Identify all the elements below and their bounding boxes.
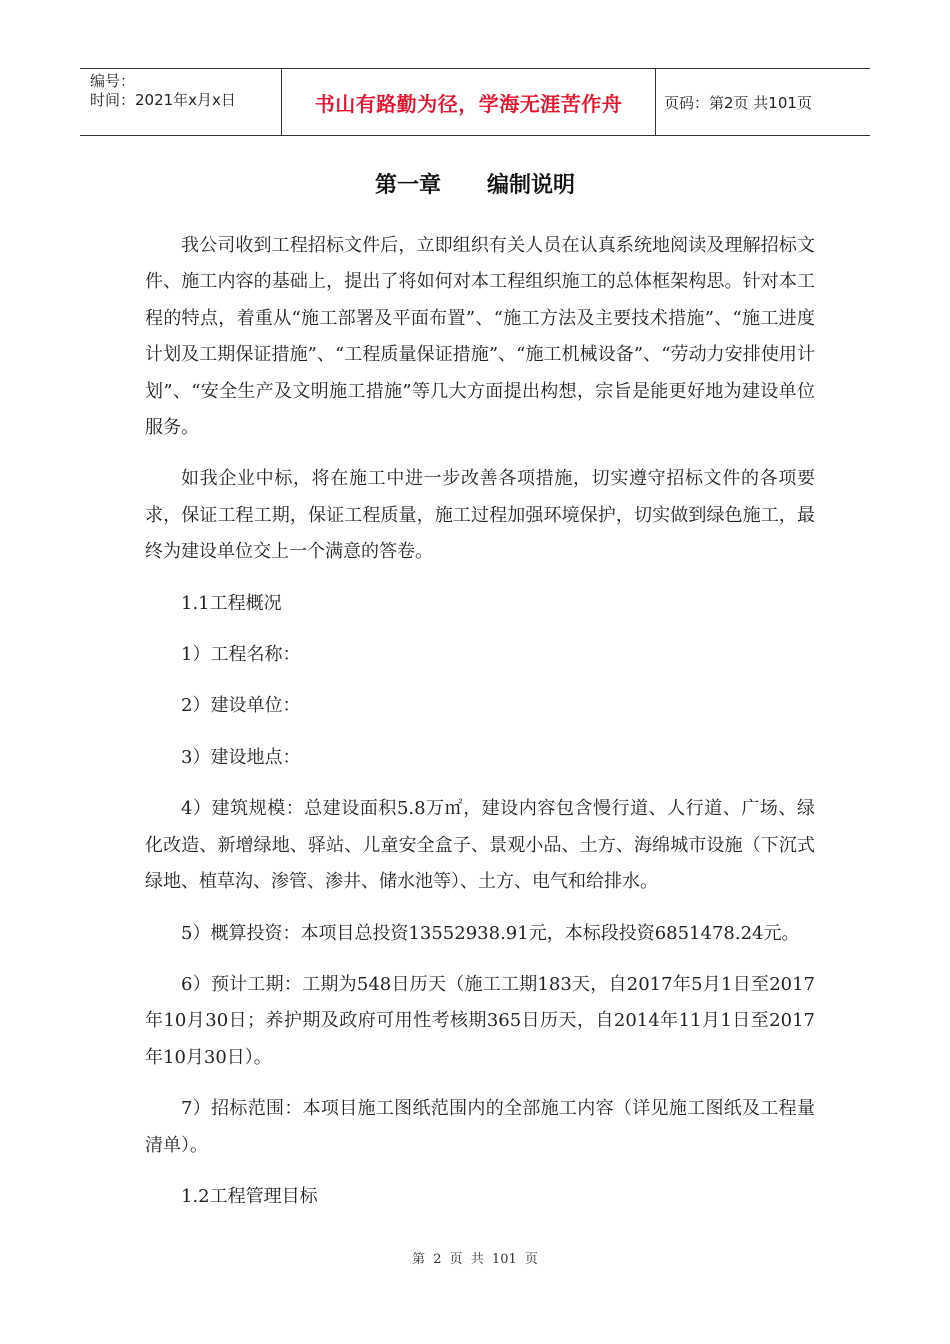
item-scale: 4）建筑规模：总建设面积5.8万㎡，建设内容包含慢行道、人行道、广场、绿化改造、新增绿地、驿站、儿童安全盒子、景观小品、土方、海绵城市设施（下沉式绿地、植草沟、渗管、渗井、储水池等）、土方、电气和给排水。 [145, 798, 815, 893]
header-motto: 书山有路勤为径，学海无涯苦作舟 [282, 69, 656, 135]
page-header [80, 68, 870, 136]
item-client: 2）建设单位： [181, 695, 301, 717]
document-body [145, 228, 815, 1230]
page-footer: 第 2 页 共 101 页 [412, 1252, 538, 1267]
section-heading-goals: 1.2工程管理目标 [181, 1185, 318, 1207]
document-time-label: 时间：2021年x月x日 [90, 91, 236, 109]
paragraph-commitment: 如我企业中标，将在施工中进一步改善各项措施，切实遵守招标文件的各项要求，保证工程工期，保证工程质量，施工过程加强环境保护，切实做到绿色施工，最终为建设单位交上一个满意的答卷。 [145, 468, 815, 563]
paragraph-intro: 我公司收到工程招标文件后，立即组织有关人员在认真系统地阅读及理解招标文件、施工内容的基础上，提出了将如何对本工程组织施工的总体框架构思。针对本工程的特点，着重从“施工部署及平面布置”、“施工方法及主要技术措施”、“施工进度计划及工期保证措施”、“工程质量保证措施”、“施工机械设备”、“劳动力安排使用计划”、“安全生产及文明施工措施”等几大方面提出构想，宗旨是能更好地为建设单位服务。 [145, 235, 815, 439]
item-schedule: 6）预计工期：工期为548日历天（施工工期183天，自2017年5月1日至2017年10月30日；养护期及政府可用性考核期365日历天，自2014年11月1日至2017年10月30日）。 [145, 973, 815, 1068]
item-investment: 5）概算投资：本项目总投资13552938.91元，本标段投资6851478.24元。 [181, 922, 800, 944]
header-page-info: 页码：第2页 共101页 [664, 93, 812, 112]
item-scope: 7）招标范围：本项目施工图纸范围内的全部施工内容（详见施工图纸及工程量清单）。 [145, 1098, 815, 1156]
header-meta-cell [80, 69, 282, 135]
document-number-label: 编号： [90, 72, 136, 90]
item-project-name: 1）工程名称： [181, 644, 301, 666]
section-heading-overview: 1.1工程概况 [181, 592, 282, 614]
item-location: 3）建设地点： [181, 746, 301, 768]
chapter-title: 第一章 编制说明 [375, 173, 575, 198]
